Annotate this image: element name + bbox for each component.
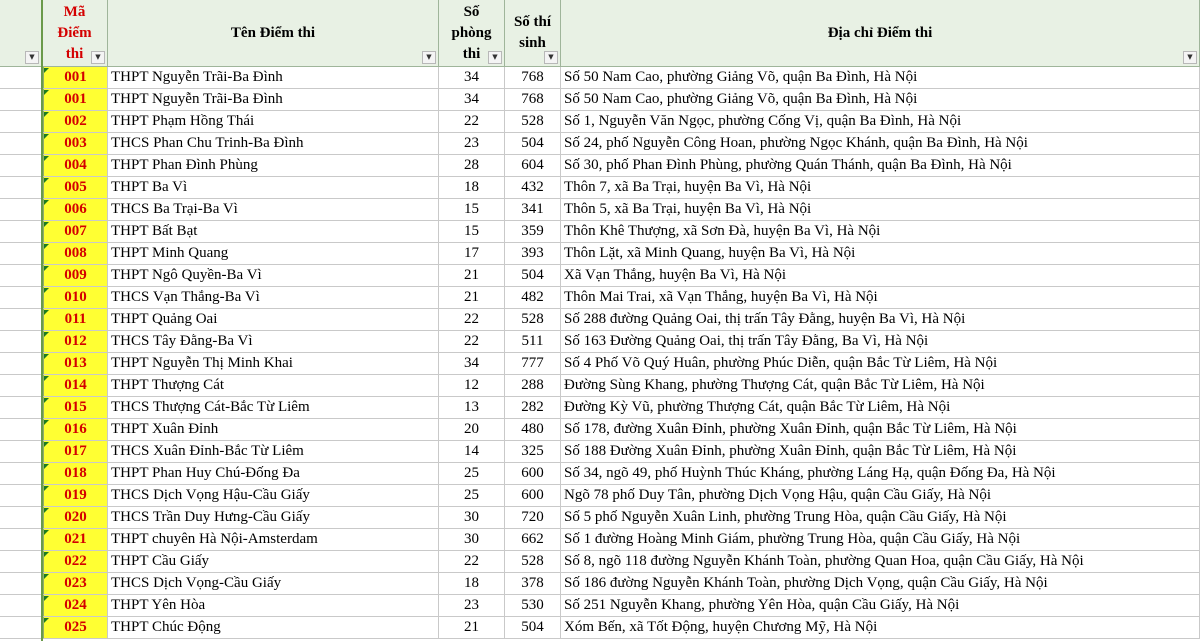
cell-ma-diem-thi[interactable]: 025 xyxy=(42,617,108,639)
cell-dia-chi-diem-thi[interactable]: Số 50 Nam Cao, phường Giảng Võ, quận Ba Đình, Hà Nội xyxy=(561,89,1200,111)
cell-dia-chi-diem-thi[interactable]: Đường Sùng Khang, phường Thượng Cát, quận Bắc Từ Liêm, Hà Nội xyxy=(561,375,1200,397)
text-number-indicator-icon xyxy=(44,486,49,491)
cell-ma-diem-thi[interactable]: 021 xyxy=(42,529,108,551)
cell-so-thi-sinh[interactable]: 432 xyxy=(505,177,561,199)
row-header-cell[interactable] xyxy=(0,309,42,331)
cell-so-phong-thi[interactable]: 21 xyxy=(439,617,505,639)
cell-ma-diem-thi[interactable]: 005 xyxy=(42,177,108,199)
cell-ten-diem-thi[interactable]: THCS Phan Chu Trinh-Ba Đình xyxy=(108,133,439,155)
cell-dia-chi-diem-thi[interactable]: Số 251 Nguyễn Khang, phường Yên Hòa, quận Cầu Giấy, Hà Nội xyxy=(561,595,1200,617)
cell-dia-chi-diem-thi[interactable]: Số 4 Phố Võ Quý Huân, phường Phúc Diễn, quận Bắc Từ Liêm, Hà Nội xyxy=(561,353,1200,375)
row-header-cell[interactable] xyxy=(0,177,42,199)
row-header-cell[interactable] xyxy=(0,617,42,639)
table-row xyxy=(0,397,1200,419)
cell-dia-chi-diem-thi[interactable]: Xã Vạn Thắng, huyện Ba Vì, Hà Nội xyxy=(561,265,1200,287)
cell-so-thi-sinh[interactable]: 662 xyxy=(505,529,561,551)
cell-dia-chi-diem-thi[interactable]: Thôn 5, xã Ba Trại, huyện Ba Vì, Hà Nội xyxy=(561,199,1200,221)
row-header-cell[interactable] xyxy=(0,265,42,287)
table-row xyxy=(0,551,1200,573)
row-header-cell[interactable] xyxy=(0,221,42,243)
cell-dia-chi-diem-thi[interactable]: Số 50 Nam Cao, phường Giảng Võ, quận Ba Đình, Hà Nội xyxy=(561,67,1200,89)
text-number-indicator-icon xyxy=(44,464,49,469)
text-number-indicator-icon xyxy=(44,530,49,535)
text-number-indicator-icon xyxy=(44,332,49,337)
row-header-corner[interactable] xyxy=(0,0,42,67)
cell-so-phong-thi[interactable]: 30 xyxy=(439,529,505,551)
table-row xyxy=(0,573,1200,595)
cell-ten-diem-thi[interactable]: THPT Ngô Quyền-Ba Vì xyxy=(108,265,439,287)
cell-ten-diem-thi[interactable]: THCS Trần Duy Hưng-Cầu Giấy xyxy=(108,507,439,529)
cell-dia-chi-diem-thi[interactable]: Đường Kỳ Vũ, phường Thượng Cát, quận Bắc Từ Liêm, Hà Nội xyxy=(561,397,1200,419)
cell-dia-chi-diem-thi[interactable]: Số 1 đường Hoàng Minh Giám, phường Trung Hòa, quận Cầu Giấy, Hà Nội xyxy=(561,529,1200,551)
cell-ma-diem-thi[interactable]: 017 xyxy=(42,441,108,463)
row-header-cell[interactable] xyxy=(0,573,42,595)
cell-so-thi-sinh[interactable]: 359 xyxy=(505,221,561,243)
cell-so-phong-thi[interactable]: 22 xyxy=(439,309,505,331)
row-header-cell[interactable] xyxy=(0,155,42,177)
cell-ten-diem-thi[interactable]: THPT Ba Vì xyxy=(108,177,439,199)
cell-ma-diem-thi[interactable]: 024 xyxy=(42,595,108,617)
table-row xyxy=(0,375,1200,397)
cell-dia-chi-diem-thi[interactable]: Thôn Khê Thượng, xã Sơn Đà, huyện Ba Vì, Hà Nội xyxy=(561,221,1200,243)
cell-so-phong-thi[interactable]: 18 xyxy=(439,573,505,595)
row-header-cell[interactable] xyxy=(0,353,42,375)
row-header-cell[interactable] xyxy=(0,287,42,309)
row-header-cell[interactable] xyxy=(0,441,42,463)
column-header-so-phong-thi[interactable] xyxy=(439,0,505,67)
cell-ten-diem-thi[interactable]: THPT Minh Quang xyxy=(108,243,439,265)
cell-ma-diem-thi[interactable]: 011 xyxy=(42,309,108,331)
text-number-indicator-icon xyxy=(44,288,49,293)
cell-dia-chi-diem-thi[interactable]: Số 178, đường Xuân Đỉnh, phường Xuân Đỉnh, quận Bắc Từ Liêm, Hà Nội xyxy=(561,419,1200,441)
cell-ten-diem-thi[interactable]: THPT Phạm Hồng Thái xyxy=(108,111,439,133)
cell-ma-diem-thi[interactable]: 019 xyxy=(42,485,108,507)
row-header-cell[interactable] xyxy=(0,89,42,111)
cell-so-phong-thi[interactable]: 13 xyxy=(439,397,505,419)
cell-so-phong-thi[interactable]: 34 xyxy=(439,67,505,89)
cell-so-phong-thi[interactable]: 21 xyxy=(439,287,505,309)
table-row xyxy=(0,507,1200,529)
cell-dia-chi-diem-thi[interactable]: Ngõ 78 phố Duy Tân, phường Dịch Vọng Hậu, quận Cầu Giấy, Hà Nội xyxy=(561,485,1200,507)
cell-so-thi-sinh[interactable]: 504 xyxy=(505,265,561,287)
text-number-indicator-icon xyxy=(44,552,49,557)
cell-ten-diem-thi[interactable]: THCS Thượng Cát-Bắc Từ Liêm xyxy=(108,397,439,419)
column-header-label: Tên Điểm thi xyxy=(230,24,316,41)
column-header-label: Mã Điểm thi xyxy=(57,3,92,62)
cell-ma-diem-thi[interactable]: 001 xyxy=(42,67,108,89)
cell-dia-chi-diem-thi[interactable]: Số 186 đường Nguyễn Khánh Toàn, phường Dịch Vọng, quận Cầu Giấy, Hà Nội xyxy=(561,573,1200,595)
table-row xyxy=(0,199,1200,221)
cell-so-phong-thi[interactable]: 34 xyxy=(439,353,505,375)
cell-so-thi-sinh[interactable]: 528 xyxy=(505,111,561,133)
cell-so-thi-sinh[interactable]: 528 xyxy=(505,309,561,331)
cell-dia-chi-diem-thi[interactable]: Thôn Lặt, xã Minh Quang, huyện Ba Vì, Hà Nội xyxy=(561,243,1200,265)
cell-dia-chi-diem-thi[interactable]: Số 5 phố Nguyễn Xuân Linh, phường Trung Hòa, quận Cầu Giấy, Hà Nội xyxy=(561,507,1200,529)
cell-so-phong-thi[interactable]: 20 xyxy=(439,419,505,441)
table-row xyxy=(0,331,1200,353)
cell-ma-diem-thi[interactable]: 016 xyxy=(42,419,108,441)
table-row xyxy=(0,529,1200,551)
column-header-label: Số thí sinh xyxy=(513,14,552,51)
cell-ma-diem-thi[interactable]: 023 xyxy=(42,573,108,595)
column-header-ma-diem-thi[interactable] xyxy=(42,0,108,67)
text-number-indicator-icon xyxy=(44,178,49,183)
cell-so-phong-thi[interactable]: 25 xyxy=(439,485,505,507)
cell-so-phong-thi[interactable]: 14 xyxy=(439,441,505,463)
filter-dropdown-icon[interactable]: ▼ xyxy=(544,51,558,64)
cell-so-thi-sinh[interactable]: 393 xyxy=(505,243,561,265)
cell-dia-chi-diem-thi[interactable]: Thôn Mai Trai, xã Vạn Thắng, huyện Ba Vì, Hà Nội xyxy=(561,287,1200,309)
cell-so-phong-thi[interactable]: 30 xyxy=(439,507,505,529)
cell-ten-diem-thi[interactable]: THPT Phan Huy Chú-Đống Đa xyxy=(108,463,439,485)
row-header-cell[interactable] xyxy=(0,67,42,89)
row-header-cell[interactable] xyxy=(0,463,42,485)
cell-so-phong-thi[interactable]: 23 xyxy=(439,133,505,155)
text-number-indicator-icon xyxy=(44,266,49,271)
cell-so-phong-thi[interactable]: 22 xyxy=(439,111,505,133)
filter-dropdown-icon[interactable]: ▼ xyxy=(25,51,39,64)
cell-ten-diem-thi[interactable]: THPT Nguyễn Trãi-Ba Đình xyxy=(108,89,439,111)
filter-dropdown-icon[interactable]: ▼ xyxy=(488,51,502,64)
table-row xyxy=(0,111,1200,133)
table-row xyxy=(0,309,1200,331)
cell-ten-diem-thi[interactable]: THPT Nguyễn Thị Minh Khai xyxy=(108,353,439,375)
selection-edge xyxy=(41,0,43,641)
text-number-indicator-icon xyxy=(44,90,49,95)
cell-ten-diem-thi[interactable]: THCS Xuân Đỉnh-Bắc Từ Liêm xyxy=(108,441,439,463)
table-row xyxy=(0,441,1200,463)
text-number-indicator-icon xyxy=(44,200,49,205)
cell-so-thi-sinh[interactable]: 511 xyxy=(505,331,561,353)
table-row xyxy=(0,133,1200,155)
text-number-indicator-icon xyxy=(44,618,49,623)
row-header-cell[interactable] xyxy=(0,243,42,265)
table-row xyxy=(0,155,1200,177)
cell-ma-diem-thi[interactable]: 007 xyxy=(42,221,108,243)
filter-dropdown-icon[interactable]: ▼ xyxy=(91,51,105,64)
cell-ten-diem-thi[interactable]: THCS Tây Đằng-Ba Vì xyxy=(108,331,439,353)
cell-so-thi-sinh[interactable]: 378 xyxy=(505,573,561,595)
table-row xyxy=(0,485,1200,507)
row-header-cell[interactable] xyxy=(0,375,42,397)
cell-so-thi-sinh[interactable]: 604 xyxy=(505,155,561,177)
cell-dia-chi-diem-thi[interactable]: Số 288 đường Quảng Oai, thị trấn Tây Đằng, huyện Ba Vì, Hà Nội xyxy=(561,309,1200,331)
cell-so-thi-sinh[interactable]: 600 xyxy=(505,463,561,485)
cell-so-thi-sinh[interactable]: 720 xyxy=(505,507,561,529)
text-number-indicator-icon xyxy=(44,134,49,139)
cell-so-phong-thi[interactable]: 23 xyxy=(439,595,505,617)
cell-ma-diem-thi[interactable]: 002 xyxy=(42,111,108,133)
table-row xyxy=(0,221,1200,243)
table-row xyxy=(0,287,1200,309)
cell-so-phong-thi[interactable]: 22 xyxy=(439,331,505,353)
column-header-ten-diem-thi[interactable] xyxy=(108,0,439,67)
cell-so-phong-thi[interactable]: 12 xyxy=(439,375,505,397)
cell-dia-chi-diem-thi[interactable]: Số 8, ngõ 118 đường Nguyễn Khánh Toàn, phường Quan Hoa, quận Cầu Giấy, Hà Nội xyxy=(561,551,1200,573)
text-number-indicator-icon xyxy=(44,420,49,425)
cell-ten-diem-thi[interactable]: THPT Nguyễn Trãi-Ba Đình xyxy=(108,67,439,89)
cell-dia-chi-diem-thi[interactable]: Thôn 7, xã Ba Trại, huyện Ba Vì, Hà Nội xyxy=(561,177,1200,199)
text-number-indicator-icon xyxy=(44,222,49,227)
text-number-indicator-icon xyxy=(44,596,49,601)
row-header-cell[interactable] xyxy=(0,485,42,507)
cell-ma-diem-thi[interactable]: 013 xyxy=(42,353,108,375)
table-row xyxy=(0,243,1200,265)
table-row xyxy=(0,177,1200,199)
cell-ten-diem-thi[interactable]: THPT Quảng Oai xyxy=(108,309,439,331)
column-header-so-thi-sinh[interactable] xyxy=(505,0,561,67)
cell-ma-diem-thi[interactable]: 015 xyxy=(42,397,108,419)
cell-dia-chi-diem-thi[interactable]: Số 34, ngõ 49, phố Huỳnh Thúc Kháng, phường Láng Hạ, quận Đống Đa, Hà Nội xyxy=(561,463,1200,485)
filter-dropdown-icon[interactable]: ▼ xyxy=(422,51,436,64)
cell-dia-chi-diem-thi[interactable]: Số 24, phố Nguyễn Công Hoan, phường Ngọc Khánh, quận Ba Đình, Hà Nội xyxy=(561,133,1200,155)
row-header-cell[interactable] xyxy=(0,507,42,529)
row-header-cell[interactable] xyxy=(0,331,42,353)
cell-so-phong-thi[interactable]: 22 xyxy=(439,551,505,573)
cell-so-phong-thi[interactable]: 18 xyxy=(439,177,505,199)
cell-ten-diem-thi[interactable]: THPT Bất Bạt xyxy=(108,221,439,243)
cell-so-thi-sinh[interactable]: 777 xyxy=(505,353,561,375)
text-number-indicator-icon xyxy=(44,398,49,403)
row-header-cell[interactable] xyxy=(0,551,42,573)
text-number-indicator-icon xyxy=(44,508,49,513)
cell-so-thi-sinh[interactable]: 768 xyxy=(505,89,561,111)
cell-ma-diem-thi[interactable]: 014 xyxy=(42,375,108,397)
cell-ten-diem-thi[interactable]: THPT Phan Đình Phùng xyxy=(108,155,439,177)
cell-so-thi-sinh[interactable]: 600 xyxy=(505,485,561,507)
row-header-cell[interactable] xyxy=(0,595,42,617)
cell-ten-diem-thi[interactable]: THCS Vạn Thắng-Ba Vì xyxy=(108,287,439,309)
cell-ten-diem-thi[interactable]: THPT chuyên Hà Nội-Amsterdam xyxy=(108,529,439,551)
text-number-indicator-icon xyxy=(44,354,49,359)
table-row xyxy=(0,265,1200,287)
cell-ma-diem-thi[interactable]: 018 xyxy=(42,463,108,485)
filter-dropdown-icon[interactable]: ▼ xyxy=(1183,51,1197,64)
cell-ten-diem-thi[interactable]: THPT Cầu Giấy xyxy=(108,551,439,573)
cell-so-thi-sinh[interactable]: 530 xyxy=(505,595,561,617)
cell-so-phong-thi[interactable]: 17 xyxy=(439,243,505,265)
text-number-indicator-icon xyxy=(44,310,49,315)
text-number-indicator-icon xyxy=(44,156,49,161)
cell-so-thi-sinh[interactable]: 288 xyxy=(505,375,561,397)
cell-ma-diem-thi[interactable]: 004 xyxy=(42,155,108,177)
row-header-cell[interactable] xyxy=(0,529,42,551)
cell-dia-chi-diem-thi[interactable]: Số 1, Nguyễn Văn Ngọc, phường Cống Vị, quận Ba Đình, Hà Nội xyxy=(561,111,1200,133)
cell-so-thi-sinh[interactable]: 325 xyxy=(505,441,561,463)
cell-ma-diem-thi[interactable]: 009 xyxy=(42,265,108,287)
cell-ma-diem-thi[interactable]: 008 xyxy=(42,243,108,265)
text-number-indicator-icon xyxy=(44,574,49,579)
row-header-cell[interactable] xyxy=(0,419,42,441)
column-header-label: Địa chỉ Điểm thi xyxy=(827,24,933,41)
cell-so-phong-thi[interactable]: 25 xyxy=(439,463,505,485)
column-header-label: Số phòng thi xyxy=(451,3,492,62)
table-row xyxy=(0,617,1200,639)
cell-ma-diem-thi[interactable]: 001 xyxy=(42,89,108,111)
cell-ten-diem-thi[interactable]: THCS Ba Trại-Ba Vì xyxy=(108,199,439,221)
cell-ten-diem-thi[interactable]: THPT Thượng Cát xyxy=(108,375,439,397)
text-number-indicator-icon xyxy=(44,244,49,249)
cell-so-phong-thi[interactable]: 34 xyxy=(439,89,505,111)
cell-so-thi-sinh[interactable]: 504 xyxy=(505,617,561,639)
column-header-dia-chi-diem-thi[interactable] xyxy=(561,0,1200,67)
text-number-indicator-icon xyxy=(44,68,49,73)
row-header-cell[interactable] xyxy=(0,199,42,221)
row-header-cell[interactable] xyxy=(0,397,42,419)
row-header-cell[interactable] xyxy=(0,133,42,155)
cell-so-phong-thi[interactable]: 15 xyxy=(439,221,505,243)
cell-so-thi-sinh[interactable]: 282 xyxy=(505,397,561,419)
table-row xyxy=(0,463,1200,485)
cell-so-thi-sinh[interactable]: 482 xyxy=(505,287,561,309)
cell-so-thi-sinh[interactable]: 768 xyxy=(505,67,561,89)
cell-ma-diem-thi[interactable]: 020 xyxy=(42,507,108,529)
cell-ten-diem-thi[interactable]: THCS Dịch Vọng-Cầu Giấy xyxy=(108,573,439,595)
cell-so-thi-sinh[interactable]: 504 xyxy=(505,133,561,155)
cell-dia-chi-diem-thi[interactable]: Xóm Bến, xã Tốt Động, huyện Chương Mỹ, Hà Nội xyxy=(561,617,1200,639)
table-row xyxy=(0,419,1200,441)
text-number-indicator-icon xyxy=(44,112,49,117)
cell-ma-diem-thi[interactable]: 006 xyxy=(42,199,108,221)
cell-ten-diem-thi[interactable]: THCS Dịch Vọng Hậu-Cầu Giấy xyxy=(108,485,439,507)
text-number-indicator-icon xyxy=(44,376,49,381)
cell-ten-diem-thi[interactable]: THPT Chúc Động xyxy=(108,617,439,639)
cell-ma-diem-thi[interactable]: 003 xyxy=(42,133,108,155)
table-row xyxy=(0,67,1200,89)
cell-so-phong-thi[interactable]: 28 xyxy=(439,155,505,177)
cell-ma-diem-thi[interactable]: 022 xyxy=(42,551,108,573)
table-row xyxy=(0,353,1200,375)
cell-ma-diem-thi[interactable]: 012 xyxy=(42,331,108,353)
table-row xyxy=(0,89,1200,111)
cell-dia-chi-diem-thi[interactable]: Số 163 Đường Quảng Oai, thị trấn Tây Đằng, Ba Vì, Hà Nội xyxy=(561,331,1200,353)
cell-so-thi-sinh[interactable]: 341 xyxy=(505,199,561,221)
cell-ten-diem-thi[interactable]: THPT Xuân Đỉnh xyxy=(108,419,439,441)
cell-so-phong-thi[interactable]: 21 xyxy=(439,265,505,287)
cell-so-thi-sinh[interactable]: 480 xyxy=(505,419,561,441)
table-row xyxy=(0,595,1200,617)
cell-so-thi-sinh[interactable]: 528 xyxy=(505,551,561,573)
cell-dia-chi-diem-thi[interactable]: Số 188 Đường Xuân Đỉnh, phường Xuân Đỉnh, quận Bắc Từ Liêm, Hà Nội xyxy=(561,441,1200,463)
row-header-cell[interactable] xyxy=(0,111,42,133)
cell-ma-diem-thi[interactable]: 010 xyxy=(42,287,108,309)
cell-so-phong-thi[interactable]: 15 xyxy=(439,199,505,221)
text-number-indicator-icon xyxy=(44,442,49,447)
cell-dia-chi-diem-thi[interactable]: Số 30, phố Phan Đình Phùng, phường Quán Thánh, quận Ba Đình, Hà Nội xyxy=(561,155,1200,177)
cell-ten-diem-thi[interactable]: THPT Yên Hòa xyxy=(108,595,439,617)
